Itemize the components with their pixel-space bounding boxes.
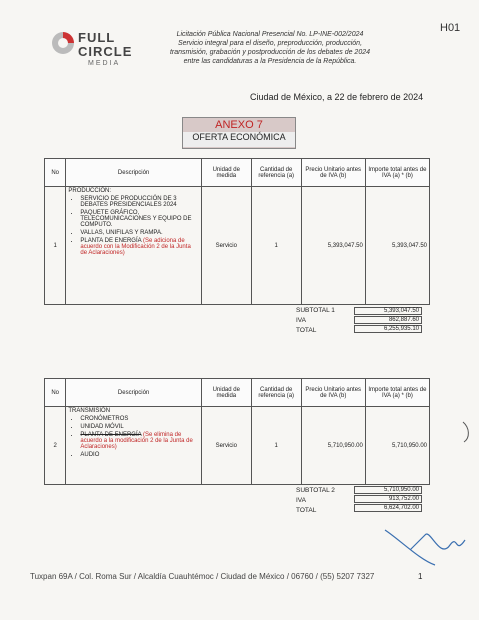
margin-mark bbox=[460, 420, 475, 445]
circle-logo-icon bbox=[52, 32, 74, 54]
row-unidad: Servicio bbox=[201, 407, 251, 485]
offer-table-1 bbox=[44, 158, 430, 305]
total-value: 6,624,702.00 bbox=[354, 504, 422, 512]
col-no: No bbox=[45, 379, 66, 407]
row-precio: 5,393,047.50 bbox=[301, 187, 365, 305]
logo-line-2: CIRCLE bbox=[78, 44, 133, 59]
col-no: No bbox=[45, 159, 66, 187]
col-unidad: Unidad de medida bbox=[201, 379, 251, 407]
header-line: entre las candidaturas a la Presidencia de la República. bbox=[183, 58, 357, 65]
subtotal-value: 5,393,047.50 bbox=[354, 307, 422, 315]
iva-value: 862,887.60 bbox=[354, 316, 422, 324]
document-code: H01 bbox=[440, 22, 461, 34]
row-description bbox=[66, 407, 201, 485]
col-precio: Precio Unitario antes de IVA (b) bbox=[301, 379, 365, 407]
iva-label: IVA bbox=[296, 317, 306, 324]
footer-address: Tuxpan 69A / Col. Roma Sur / Alcaldía Cuauhtémoc / Ciudad de México / 06760 / (55) 5207 7327 bbox=[30, 572, 375, 581]
section-label: TRANSMISIÓN bbox=[68, 408, 111, 414]
document-date: Ciudad de México, a 22 de febrero de 2024 bbox=[250, 92, 424, 102]
total-label: TOTAL bbox=[296, 507, 317, 514]
col-descripcion: Descripción bbox=[66, 379, 201, 407]
page-number: 1 bbox=[418, 572, 423, 581]
col-importe: Importe total antes de IVA (a) * (b) bbox=[365, 379, 429, 407]
header-line: Servicio integral para el diseño, preproducción, producción, bbox=[177, 40, 363, 47]
company-logo bbox=[52, 30, 152, 70]
col-descripcion: Descripción bbox=[66, 159, 201, 187]
modification-note: (Se elimina de acuerdo a la modificación 2 de la Junta de Aclaraciones) bbox=[80, 432, 193, 450]
annex-title: ANEXO 7 bbox=[215, 119, 263, 131]
col-cantidad: Cantidad de referencia (a) bbox=[251, 379, 301, 407]
row-no: 2 bbox=[45, 407, 66, 485]
offer-table-2 bbox=[44, 378, 430, 485]
list-item: • UNIDAD MÓVIL bbox=[80, 424, 198, 430]
col-importe: Importe total antes de IVA (a) * (b) bbox=[365, 159, 429, 187]
logo-line-3: MEDIA bbox=[88, 60, 121, 67]
row-importe: 5,393,047.50 bbox=[365, 187, 429, 305]
header-line: transmisión, grabación y postproducción de los debates de 2024 bbox=[169, 49, 371, 56]
section-label: PRODUCCIÓN: bbox=[68, 188, 112, 194]
annex-title-box bbox=[182, 117, 296, 149]
modification-note: (Se adiciona de acuerdo con la Modificación 2 de la Junta de Aclaraciones) bbox=[80, 238, 191, 256]
table-row bbox=[45, 187, 430, 305]
col-unidad: Unidad de medida bbox=[201, 159, 251, 187]
list-item bbox=[80, 432, 198, 450]
header-line: Licitación Pública Nacional Presencial No. LP-INE-002/2024 bbox=[176, 31, 364, 38]
table-row bbox=[45, 407, 430, 485]
signature-image bbox=[380, 520, 470, 570]
list-item: • AUDIO bbox=[80, 452, 198, 458]
list-item: • PAQUETE GRÁFICO, TELECOMUNICACIONES Y EQUIPO DE COMPUTO. bbox=[80, 210, 198, 228]
iva-value: 913,752.00 bbox=[354, 495, 422, 503]
total-value: 6,255,935.10 bbox=[354, 325, 422, 333]
list-item bbox=[80, 238, 198, 256]
row-precio: 5,710,950.00 bbox=[301, 407, 365, 485]
list-item: • SERVICIO DE PRODUCCIÓN DE 3 DEBATES PRESIDENCIALES 2024 bbox=[80, 196, 198, 208]
row-cantidad: 1 bbox=[251, 187, 301, 305]
annex-subtitle: OFERTA ECONÓMICA bbox=[183, 132, 295, 147]
subtotal-label: SUBTOTAL 1 bbox=[296, 307, 335, 314]
row-importe: 5,710,950.00 bbox=[365, 407, 429, 485]
total-label: TOTAL bbox=[296, 327, 317, 334]
row-description bbox=[66, 187, 201, 305]
logo-line-1: FULL bbox=[78, 30, 116, 45]
col-precio: Precio Unitario antes de IVA (b) bbox=[301, 159, 365, 187]
iva-label: IVA bbox=[296, 497, 306, 504]
item-label: PLANTA DE ENERGÍA bbox=[80, 238, 142, 244]
row-unidad: Servicio bbox=[201, 187, 251, 305]
struck-item-label: PLANTA DE ENERGÍA bbox=[80, 432, 142, 438]
list-item: • VALLAS, UNIFILAS Y RAMPA. bbox=[80, 230, 198, 236]
tender-header bbox=[150, 30, 390, 66]
subtotal-value: 5,710,950.00 bbox=[354, 486, 422, 494]
list-item: • CRONÓMETROS bbox=[80, 416, 198, 422]
row-cantidad: 1 bbox=[251, 407, 301, 485]
col-cantidad: Cantidad de referencia (a) bbox=[251, 159, 301, 187]
subtotal-label: SUBTOTAL 2 bbox=[296, 487, 335, 494]
row-no: 1 bbox=[45, 187, 66, 305]
